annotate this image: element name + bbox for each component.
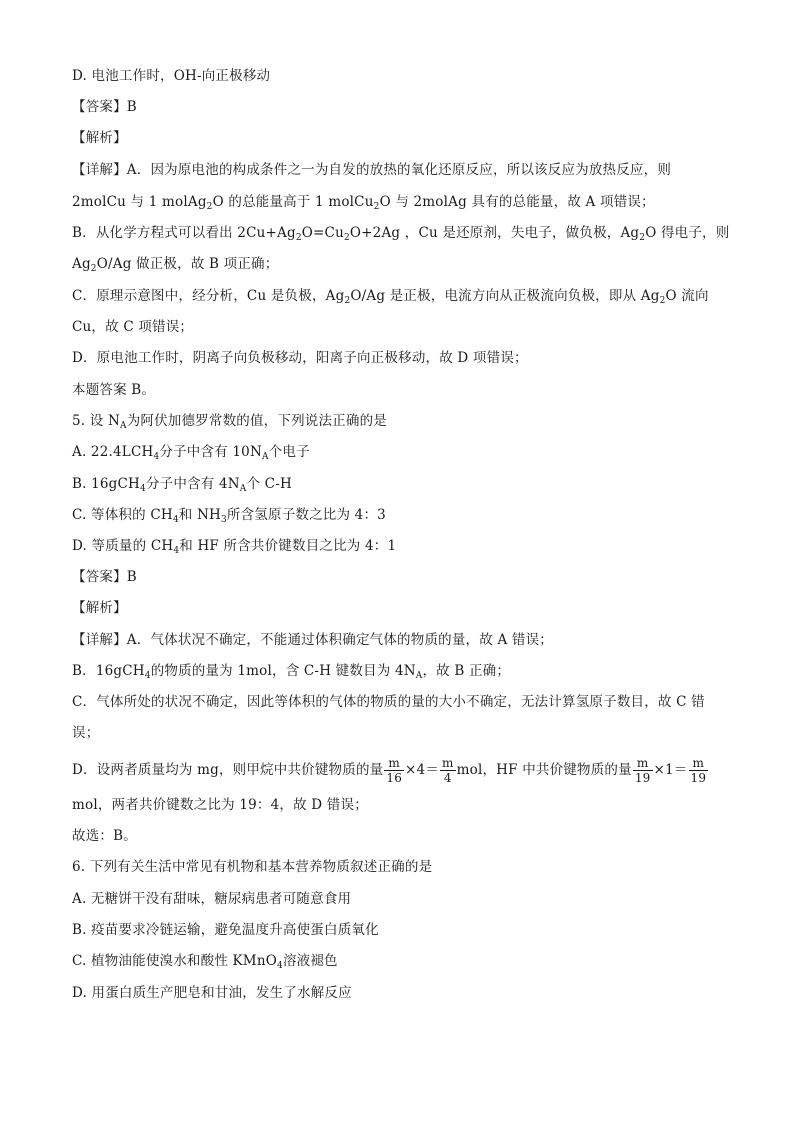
detail-line-with-fractions (72, 756, 709, 785)
analysis-label-q4: 【解析】 (72, 130, 127, 146)
fraction (384, 756, 404, 785)
option-d-q4: D. 电池工作时，OH-向正极移动 (72, 68, 271, 84)
fraction-numerator: m (689, 756, 709, 771)
option-a-q6: A. 无糖饼干没有甜味，糖尿病患者可随意食用 (72, 891, 352, 907)
answer-summary-q4: 本题答案 B。 (72, 382, 156, 398)
detail-line: $Ag_2O/Ag$ 做正极，故 B 项正确； (72, 256, 279, 274)
question-5-stem: 5. 设 $N_A$为阿伏加德罗常数的值，下列说法正确的是 (72, 413, 387, 431)
option-c-q5: C. 等体积的 $CH_4$和 $NH_3$所含氢原子数之比为 4：3 (72, 507, 386, 525)
answer-label-q5: 【答案】B (72, 569, 137, 585)
detail-line: C．原理示意图中，经分析，Cu 是负极，$Ag_2O/Ag$ 是正极，电流方向从正极流向负极，即从 $Ag_2O$ 流向 (72, 288, 709, 306)
detail-line: C．气体所处的状况不确定，因此等体积的气体的物质的量的大小不确定，无法计算氢原子数目，故 C 错 (72, 694, 705, 710)
detail-text: ×4＝ (405, 762, 440, 778)
option-b-q6: B. 疫苗要求冷链运输，避免温度升高使蛋白质氧化 (72, 922, 379, 938)
option-c-q6: C. 植物油能使溴水和酸性 KMnO$_4$溶液褪色 (72, 953, 338, 971)
analysis-label-q5: 【解析】 (72, 600, 127, 616)
option-b-q5: B. 16gCH$_4$分子中含有 $4N_A$个 C-H (72, 476, 292, 494)
detail-line: 2molCu 与 1 molAg$_2$O 的总能量高于 1 molCu$_2$O 与 2molAg 具有的总能量，故 A 项错误； (72, 194, 655, 212)
option-d-q6: D. 用蛋白质生产肥皂和甘油，发生了水解反应 (72, 985, 352, 1001)
detail-line: D．原电池工作时，阴离子向负极移动，阳离子向正极移动，故 D 项错误； (72, 350, 528, 366)
option-d-q5: D. 等质量的 $CH_4$和 HF 所含共价键数目之比为 4：1 (72, 538, 397, 556)
detail-line: 【详解】A．因为原电池的构成条件之一为自发的放热的氧化还原反应，所以该反应为放热反应，则 (72, 162, 672, 178)
detail-line: Cu，故 C 项错误； (72, 319, 194, 335)
detail-text: mol，HF 中共价键物质的量 (456, 762, 632, 778)
detail-line: B．从化学方程式可以看出 $2Cu+Ag_2O=Cu_2O+2Ag$ ，Cu 是还原剂，失电子，做负极，$Ag_2O$ 得电子，则 (72, 225, 730, 243)
option-a-q5: A. $22.4LCH_4$分子中含有 $10N_A$个电子 (72, 444, 310, 462)
fraction-numerator: m (633, 756, 653, 771)
fraction-numerator: m (442, 756, 454, 770)
detail-line: 误； (72, 725, 100, 741)
detail-line: B．16gCH$_4$的物质的量为 1mol，含 C-H 键数目为 $4N_A$，故 B 正确； (72, 663, 511, 681)
answer-summary-q5: 故选：B。 (72, 828, 137, 844)
fraction (633, 756, 653, 785)
detail-line: mol，两者共价键数之比为 19：4，故 D 错误； (72, 797, 368, 813)
fraction-denominator: 19 (690, 771, 707, 785)
question-6-stem: 6. 下列有关生活中常见有机物和基本营养物质叙述正确的是 (72, 859, 433, 875)
fraction-numerator: m (384, 756, 404, 771)
fraction-denominator: 19 (634, 771, 651, 785)
detail-text: ×1＝ (653, 762, 688, 778)
detail-text: D．设两者质量均为 mg，则甲烷中共价键物质的量 (72, 762, 384, 778)
answer-label-q4: 【答案】B (72, 99, 137, 115)
fraction (440, 756, 456, 785)
fraction-denominator: 4 (443, 771, 452, 785)
fraction-denominator: 16 (386, 771, 403, 785)
fraction (689, 756, 709, 785)
detail-line: 【详解】A．气体状况不确定，不能通过体积确定气体的物质的量，故 A 错误； (72, 632, 553, 648)
